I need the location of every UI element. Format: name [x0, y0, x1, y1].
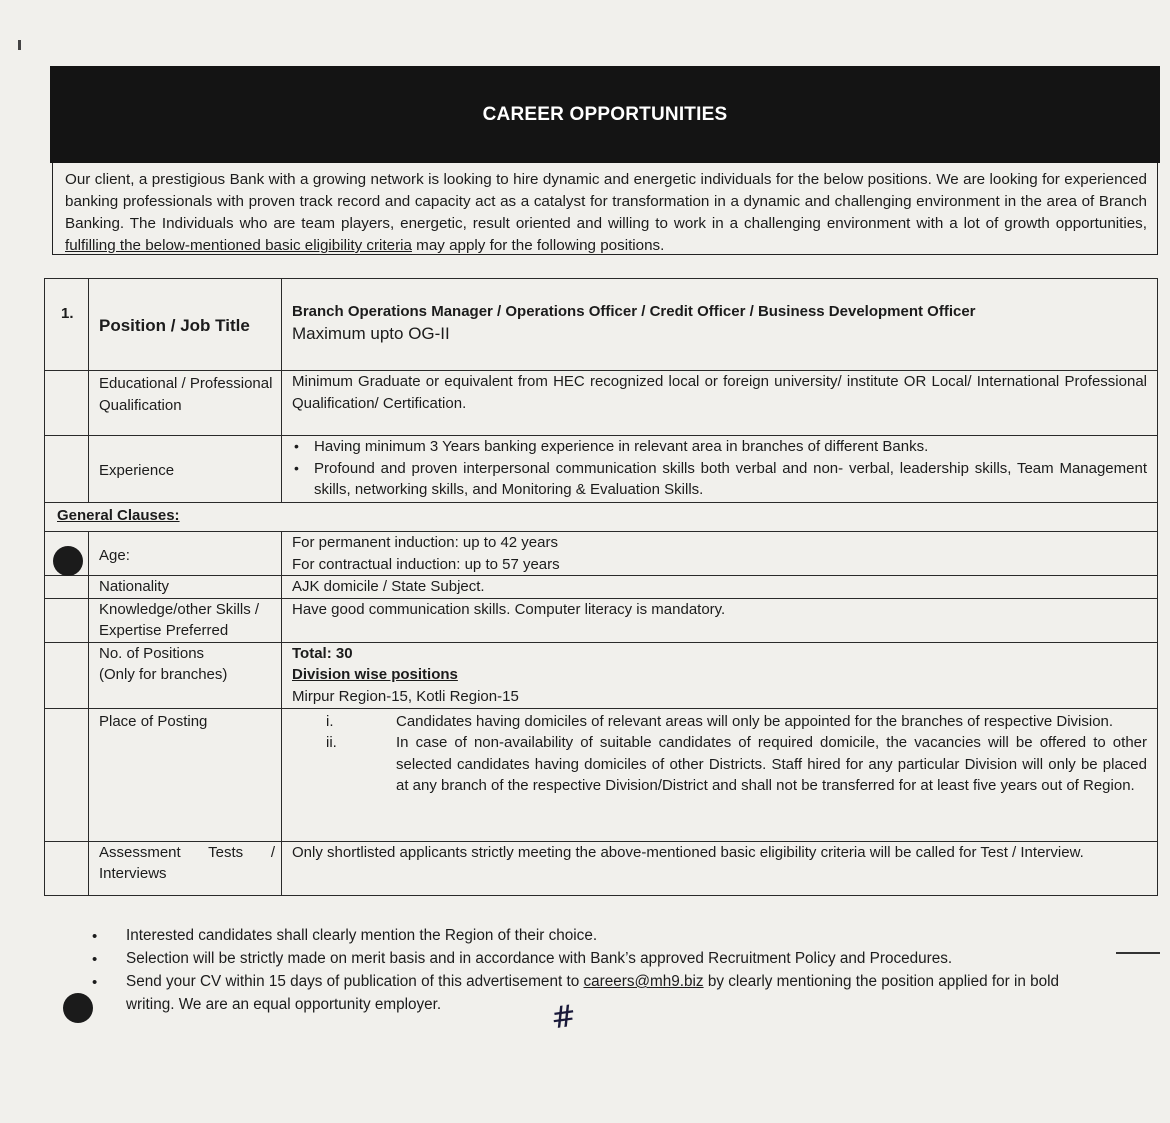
experience-list: [292, 436, 1147, 501]
positions-total: Total: 30: [292, 644, 353, 662]
table-row-age: [45, 532, 1158, 576]
intro-text-end: may apply for the following positions.: [411, 237, 665, 254]
job-details-table: [44, 278, 1158, 896]
table-row-positions: [45, 642, 1158, 708]
posting-label: Place of Posting: [89, 708, 282, 841]
experience-value: [282, 436, 1158, 503]
positions-value: [282, 642, 1158, 708]
posting-item: [292, 732, 1147, 797]
division-heading: Division wise positions: [292, 666, 458, 683]
age-contractual: For contractual induction: up to 57 years: [292, 555, 560, 573]
assessment-label: Assessment Tests / Interviews: [89, 841, 282, 895]
posting-item-text: Candidates having domiciles of relevant areas will only be appointed for the branches of respective Division.: [396, 712, 1114, 730]
email-link[interactable]: careers@mh9.biz: [583, 973, 704, 990]
assessment-value: Only shortlisted applicants strictly meeting the above-mentioned basic eligibility criteria will be called for Test / Interview.: [282, 841, 1158, 895]
division-values: Mirpur Region-15, Kotli Region-15: [292, 687, 519, 705]
punch-hole-mark: [63, 993, 93, 1023]
note-item: • Interested candidates shall clearly mention the Region of their choice.: [92, 924, 1102, 947]
skills-label: Knowledge/other Skills / Expertise Preferred: [89, 598, 282, 642]
positions-label-note: (Only for branches): [99, 666, 228, 683]
page-title: CAREER OPPORTUNITIES: [482, 103, 728, 125]
table-row-skills: [45, 598, 1158, 642]
intro-paragraph: [52, 163, 1158, 255]
positions-label-line: No. of Positions: [99, 644, 205, 662]
age-label: Age:: [89, 532, 282, 576]
posting-item-text: In case of non-availability of suitable candidates of required domicile, the vacancies will be offered to other selected candidates having domiciles of other Districts. Staff hired for any particular Division will only be placed at any branch of the respective Division/District and shall not be transferred for at least five years out of Region.: [396, 734, 1147, 794]
pen-mark: [1116, 952, 1160, 954]
punch-hole-mark: [53, 546, 83, 576]
posting-value: [282, 708, 1158, 841]
education-label: Educational / Professional Qualification: [89, 371, 282, 436]
age-value: [282, 532, 1158, 576]
note-text: Send your CV within 15 days of publication of this advertisement to: [126, 973, 584, 990]
header-banner: [50, 66, 1160, 163]
position-number: 1.: [45, 279, 89, 371]
skills-value: Have good communication skills. Computer literacy is mandatory.: [282, 598, 1158, 642]
table-row-position: [45, 279, 1158, 371]
table-row-nationality: [45, 576, 1158, 599]
position-label: Position / Job Title: [89, 279, 282, 371]
note-item: • Selection will be strictly made on merit basis and in accordance with Bank’s approved Recruitment Policy and Procedures.: [92, 947, 1102, 970]
general-clauses-heading: General Clauses:: [45, 503, 1158, 532]
nationality-label: Nationality: [89, 576, 282, 599]
posting-item: [292, 711, 1147, 733]
note-text-end: by clearly mentioning the position applied for in bold writing. We are an equal opportunity employer.: [126, 973, 1060, 1013]
notes-list: [92, 924, 1102, 1016]
education-value: Minimum Graduate or equivalent from HEC recognized local or foreign university/ institute OR Local/ International Professional Qualification/ Certification.: [282, 371, 1158, 436]
age-permanent: For permanent induction: up to 42 years: [292, 534, 558, 551]
position-grade: Maximum upto OG-II: [292, 323, 450, 343]
experience-item: • Profound and proven interpersonal communication skills both verbal and non- verbal, leadership skills, Team Management skills, networking skills, and Monitoring & Evaluation Skills.: [312, 458, 1147, 501]
scan-mark: [18, 40, 21, 50]
table-row-experience: [45, 436, 1158, 503]
experience-label: Experience: [89, 436, 282, 503]
table-row-posting: [45, 708, 1158, 841]
table-row-assessment: [45, 841, 1158, 895]
intro-underlined-text: fulfilling the below-mentioned basic eligibility criteria: [65, 237, 412, 254]
table-row-education: [45, 371, 1158, 436]
position-value: [282, 279, 1158, 371]
posting-item-number: ii.: [326, 734, 337, 751]
experience-item: • Having minimum 3 Years banking experience in relevant area in branches of different Banks.: [312, 436, 1147, 458]
table-row-general-clauses: [45, 503, 1158, 532]
position-title: Branch Operations Manager / Operations Officer / Credit Officer / Business Development Officer: [292, 303, 976, 320]
posting-item-number: i.: [326, 712, 334, 730]
positions-label: [89, 642, 282, 708]
nationality-value: AJK domicile / State Subject.: [282, 576, 1158, 599]
note-item: [92, 970, 1102, 1016]
intro-text: Our client, a prestigious Bank with a growing network is looking to hire dynamic and energetic individuals for the below positions. We are looking for experienced banking professionals with proven track record and capacity act as a catalyst for transformation in a dynamic and challenging environment in the area of Branch Banking. The Individuals who are team players, energetic, result oriented and willing to work in a challenging environment with a lot of growth opportunities,: [65, 171, 1147, 232]
handwritten-hash: #: [548, 998, 579, 1037]
